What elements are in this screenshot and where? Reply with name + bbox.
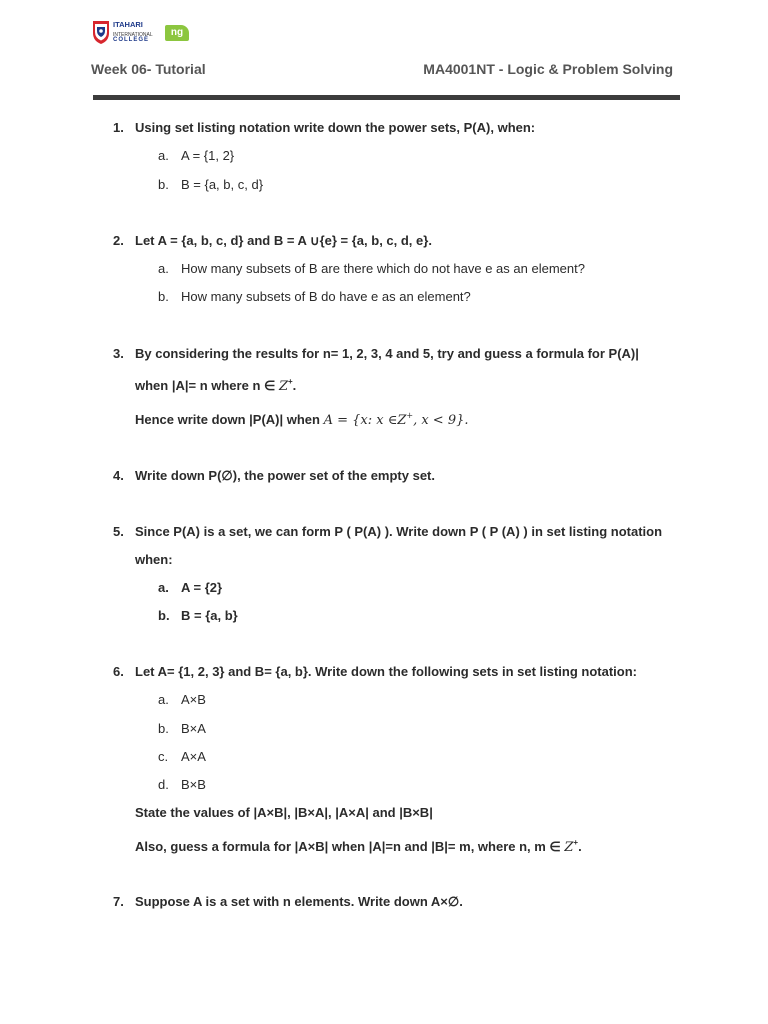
question-3-line-3 [135,412,469,429]
item-text: B = {a, b, c, d} [181,177,264,192]
question-text: By considering the results for n= 1, 2, 3, 4 and 5, try and guess a formula for P(A)| [135,346,639,361]
item-label: b. [158,721,169,736]
week-title: Week 06- Tutorial [91,61,206,77]
line-text: Also, guess a formula for |A×B| when |A|=n and |B|= m, where n, m ∈ [135,839,565,854]
item-text: A = {2} [181,580,223,595]
item-text: How many subsets of B are there which do not have e as an element? [181,261,585,276]
question-number: 7. [113,894,124,909]
item-label: b. [158,177,169,192]
question-6-guess [135,839,582,856]
line-end: . [578,839,582,854]
college-crest-icon [91,19,111,45]
question-number: 5. [113,524,124,539]
question-text: Since P(A) is a set, we can form P ( P(A) ). Write down P ( P (A) ) in set listing notation [135,524,663,539]
header-divider [93,95,680,100]
college-logo [91,19,191,45]
superscript-plus: + [573,838,579,847]
set-builder-start: A = {x: x ∈ [323,413,398,428]
line-end: . [292,378,297,393]
question-number: 4. [113,468,124,483]
course-title: MA4001NT - Logic & Problem Solving [423,61,673,77]
item-text: A×B [181,692,206,707]
item-text: A×A [181,749,206,764]
item-label: a. [158,692,169,707]
superscript-plus: + [287,377,293,386]
question-number: 6. [113,664,124,679]
line-text: Hence write down |P(A)| when [135,412,324,427]
item-label: b. [158,289,169,304]
question-number: 3. [113,346,124,361]
ng-badge: ng [165,25,189,41]
question-3-line-2 [135,378,296,395]
item-text: A = {1, 2} [181,148,235,163]
set-builder-end: , x < 9}. [413,413,469,428]
superscript-plus: + [406,411,414,420]
item-text: How many subsets of B do have e as an element? [181,289,471,304]
integers-symbol: Z [564,840,574,855]
question-6-state: State the values of |A×B|, |B×A|, |A×A| and |B×B| [135,805,433,820]
item-label: a. [158,580,169,595]
question-text: Let A = {a, b, c, d} and B = A ∪{e} = {a, b, c, d, e}. [135,233,432,248]
question-number: 1. [113,120,124,135]
question-text: Write down P(∅), the power set of the empty set. [135,468,436,483]
item-label: a. [158,148,169,163]
logo-name: ITAHARI [113,20,143,29]
item-label: a. [158,261,169,276]
item-label: d. [158,777,169,792]
logo-subtitle: INTERNATIONAL [113,32,153,38]
question-number: 2. [113,233,124,248]
integers-symbol: Z [397,413,407,428]
question-text: Suppose A is a set with n elements. Write down A×∅. [135,894,463,909]
logo-college: COLLEGE [113,37,150,43]
integers-symbol: Z [278,379,288,394]
item-text: B×B [181,777,206,792]
question-text: Using set listing notation write down the power sets, P(A), when: [135,120,536,135]
question-text: Let A= {1, 2, 3} and B= {a, b}. Write down the following sets in set listing notation: [135,664,638,679]
item-text: B = {a, b} [181,608,238,623]
item-label: b. [158,608,170,623]
line-text: when |A|= n where n ∈ [135,378,279,393]
item-label: c. [158,749,169,764]
question-5-line-2: when: [135,552,173,567]
item-text: B×A [181,721,206,736]
